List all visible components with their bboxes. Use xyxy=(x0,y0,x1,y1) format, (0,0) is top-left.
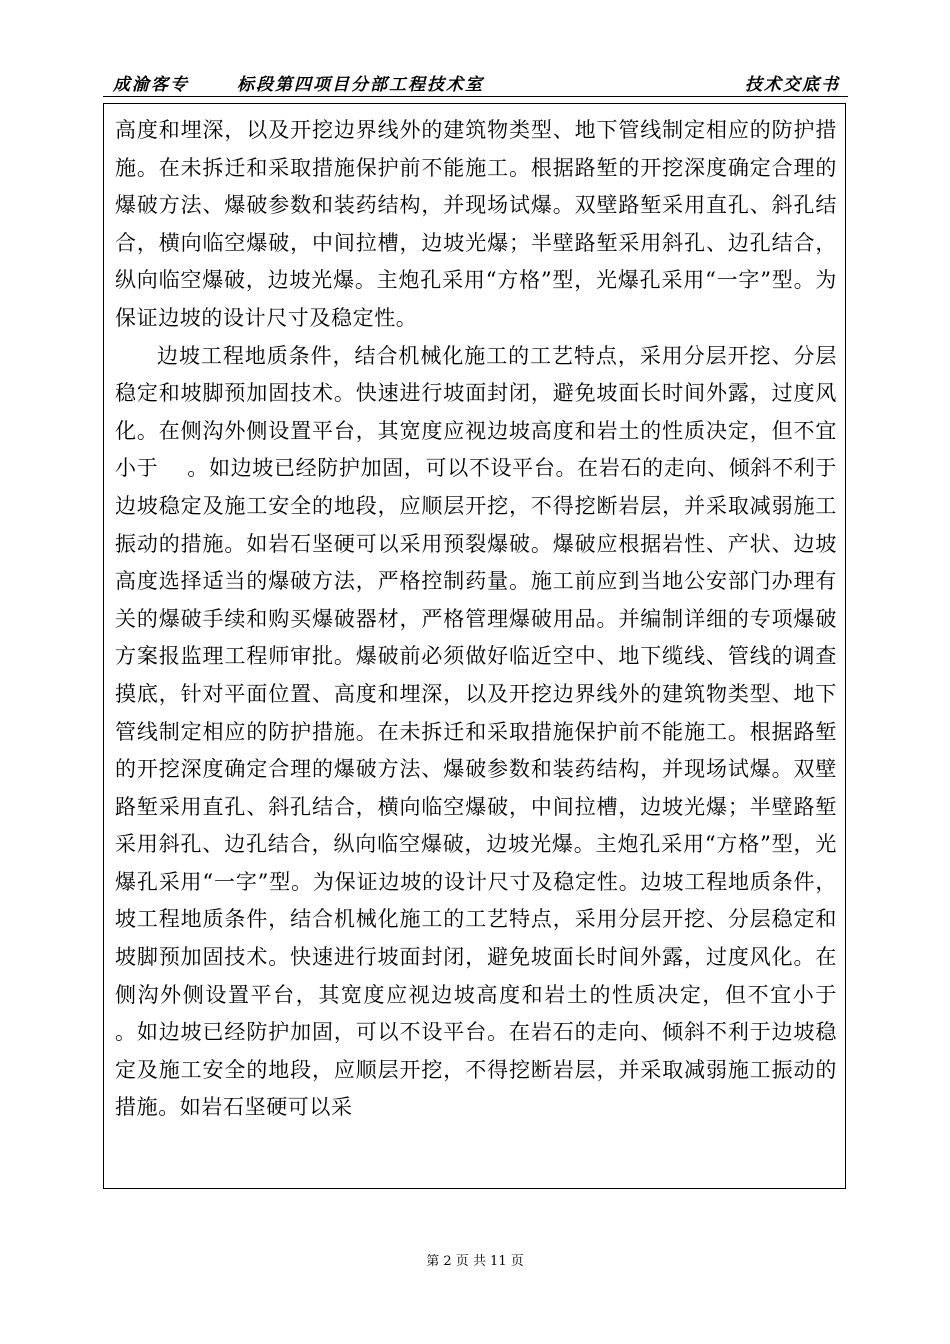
paragraph-1: 高度和埋深，以及开挖边界线外的建筑物类型、地下管线制定相应的防护措施。在未拆迁和采取措施保护前不能施工。根据路堑的开挖深度确定合理的爆破方法、爆破参数和装药结构，并现场试爆。双壁路堑采用直孔、斜孔结合，横向临空爆破，中间拉槽，边坡光爆；半壁路堑采用斜孔、边孔结合，纵向临空爆破，边坡光爆。主炮孔采用“方格”型，光爆孔采用“一字”型。为保证边坡的设计尺寸及稳定性。 xyxy=(115,118,837,330)
paragraph-2: 边坡工程地质条件，结合机械化施工的工艺特点，采用分层开挖、分层稳定和坡脚预加固技术。快速进行坡面封闭，避免坡面长时间外露，过度风化。在侧沟外侧设置平台，其宽度应视边坡高度和岩土的性质决定，但不宜小于 。如边坡已经防护加固，可以不设平台。在岩石的走向、倾斜不利于边坡稳定及施工安全的地段，应顺层开挖，不得挖断岩层，并采取减弱施工振动的措施。如岩石坚硬可以采用预裂爆破。爆破应根据岩性、产状、边坡高度选择适当的爆破方法，严格控制药量。施工前应到当地公安部门办理有关的爆破手续和购买爆破器材，严格管理爆破用品。并编制详细的专项爆破方案报监理工程师审批。爆破前必须做好临近空中、地下缆线、管线的调查摸底，针对平面位置、高度和埋深，以及开挖边界线外的建筑物类型、地下管线制定相应的防护措施。在未拆迁和采取措施保护前不能施工。根据路堑的开挖深度确定合理的爆破方法、爆破参数和装药结构，并现场试爆。双壁路堑采用直孔、斜孔结合，横向临空爆破，中间拉槽，边坡光爆；半壁路堑采用斜孔、边孔结合，纵向临空爆破，边坡光爆。主炮孔采用“方格”型，光爆孔采用“一字”型。为保证边坡的设计尺寸及稳定性。边坡工程地质条件，坡工程地质条件，结合机械化施工的工艺特点，采用分层开挖、分层稳定和坡脚预加固技术。快速进行坡面封闭，避免坡面长时间外露，过度风化。在侧沟外侧设置平台，其宽度应视边坡高度和岩土的性质决定，但不宜小于 。如边坡已经防护加固，可以不设平台。在岩石的走向、倾斜不利于边坡稳定及施工安全的地段，应顺层开挖，不得挖断岩层，并采取减弱施工振动的措施。如岩石坚硬可以采 xyxy=(115,343,866,1120)
header-department: 标段第四项目分部工程技术室 xyxy=(237,75,484,95)
content-frame xyxy=(103,103,866,1189)
header-rule xyxy=(103,96,848,97)
header-project-name: 成渝客专 xyxy=(113,75,189,95)
page-number: 第 2 页 共 11 页 xyxy=(426,1254,524,1269)
header-doc-type: 技术交底书 xyxy=(745,75,840,95)
page-header xyxy=(103,62,848,96)
body-text xyxy=(115,112,866,1127)
